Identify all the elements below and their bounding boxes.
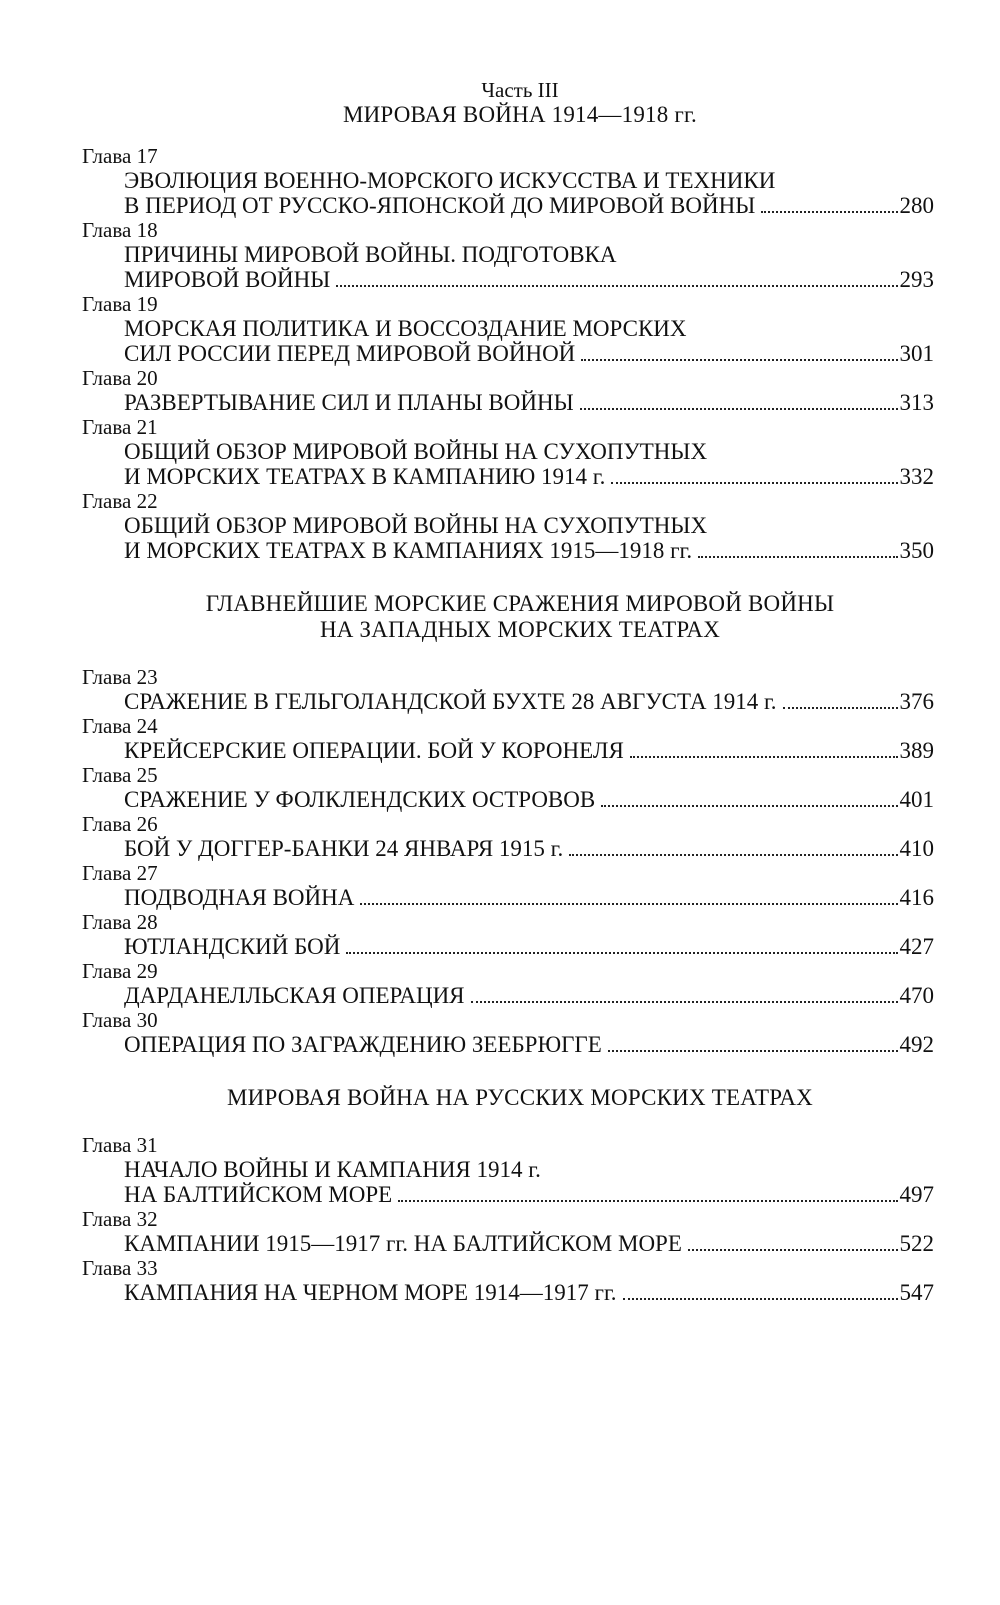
chapter-title-line: МОРСКАЯ ПОЛИТИКА И ВОССОЗДАНИЕ МОРСКИХ <box>124 316 687 341</box>
chapter-title <box>82 836 934 861</box>
chapter-title-line: И МОРСКИХ ТЕАТРАХ В КАМПАНИЯХ 1915—1918 гг. <box>124 538 693 563</box>
chapter-title <box>82 1157 934 1207</box>
chapter-number: Глава 23 <box>82 665 158 689</box>
page-number: 332 <box>899 464 934 489</box>
chapter-title-line: РАЗВЕРТЫВАНИЕ СИЛ И ПЛАНЫ ВОЙНЫ <box>124 390 574 415</box>
chapter-number: Глава 33 <box>82 1256 158 1280</box>
chapter-title-row <box>124 787 934 812</box>
chapter-entry[interactable] <box>82 1256 934 1305</box>
chapter-number: Глава 24 <box>82 714 158 738</box>
chapter-title-row <box>124 341 934 366</box>
chapter-title-row <box>124 1182 934 1207</box>
chapter-title-line: ЭВОЛЮЦИЯ ВОЕННО-МОРСКОГО ИСКУССТВА И ТЕХНИКИ <box>124 168 776 193</box>
page-number: 416 <box>899 885 934 910</box>
dot-leader <box>601 805 897 807</box>
chapter-entry[interactable] <box>82 714 934 763</box>
toc-section <box>82 1085 934 1305</box>
chapter-title-line: В ПЕРИОД ОТ РУССКО-ЯПОНСКОЙ ДО МИРОВОЙ ВОЙНЫ <box>124 193 756 218</box>
chapter-title <box>82 390 934 415</box>
chapter-title-row <box>124 1032 934 1057</box>
chapter-number: Глава 28 <box>82 910 158 934</box>
chapter-title <box>82 168 934 218</box>
chapter-title-row <box>124 1231 934 1256</box>
chapter-title-row <box>124 689 934 714</box>
chapter-title-line: НА БАЛТИЙСКОМ МОРЕ <box>124 1182 393 1207</box>
chapter-title-line: СИЛ РОССИИ ПЕРЕД МИРОВОЙ ВОЙНОЙ <box>124 341 576 366</box>
chapter-title-row <box>124 538 934 563</box>
chapter-title <box>82 738 934 763</box>
toc-section <box>82 144 934 563</box>
chapter-number: Глава 26 <box>82 812 158 836</box>
chapter-number: Глава 20 <box>82 366 158 390</box>
chapter-entry[interactable] <box>82 489 934 563</box>
chapter-entry[interactable] <box>82 1133 934 1207</box>
chapter-number: Глава 17 <box>82 144 158 168</box>
chapter-number: Глава 32 <box>82 1207 158 1231</box>
chapter-number: Глава 21 <box>82 415 158 439</box>
chapter-entry[interactable] <box>82 665 934 714</box>
chapter-title <box>82 1032 934 1057</box>
chapter-title-line: ОПЕРАЦИЯ ПО ЗАГРАЖДЕНИЮ ЗЕЕБРЮГГЕ <box>124 1032 602 1057</box>
chapter-entry[interactable] <box>82 959 934 1008</box>
dot-leader <box>608 1050 898 1052</box>
chapter-title-line: ЮТЛАНДСКИЙ БОЙ <box>124 934 341 959</box>
page-number: 301 <box>899 341 934 366</box>
dot-leader <box>336 285 897 287</box>
dot-leader <box>630 756 898 758</box>
page-number: 427 <box>899 934 934 959</box>
chapter-title-row <box>124 885 934 910</box>
chapter-title-line: СРАЖЕНИЕ У ФОЛКЛЕНДСКИХ ОСТРОВОВ <box>124 787 596 812</box>
page-number: 410 <box>899 836 934 861</box>
section-title <box>106 1085 934 1111</box>
table-of-contents <box>82 144 934 1305</box>
chapter-title-row <box>124 836 934 861</box>
part-label: Часть III <box>481 78 559 102</box>
chapter-entry[interactable] <box>82 218 934 292</box>
chapter-title-line: НАЧАЛО ВОЙНЫ И КАМПАНИЯ 1914 г. <box>124 1157 541 1182</box>
section-title-line: НА ЗАПАДНЫХ МОРСКИХ ТЕАТРАХ <box>319 617 721 642</box>
chapter-number: Глава 25 <box>82 763 158 787</box>
dot-leader <box>761 211 897 213</box>
chapter-entry[interactable] <box>82 910 934 959</box>
chapter-title <box>82 316 934 366</box>
toc-page <box>82 78 934 1305</box>
page-number: 522 <box>899 1231 934 1256</box>
dot-leader <box>611 482 897 484</box>
toc-section <box>82 591 934 1057</box>
chapter-title <box>82 1231 934 1256</box>
chapter-entry[interactable] <box>82 144 934 218</box>
chapter-title <box>82 513 934 563</box>
chapter-title-line: СРАЖЕНИЕ В ГЕЛЬГОЛАНДСКОЙ БУХТЕ 28 АВГУСТА 1914 г. <box>124 689 777 714</box>
chapter-number: Глава 18 <box>82 218 158 242</box>
chapter-title-row <box>124 738 934 763</box>
part-title: МИРОВАЯ ВОЙНА 1914—1918 гг. <box>342 102 698 127</box>
dot-leader <box>471 1001 898 1003</box>
chapter-number: Глава 27 <box>82 861 158 885</box>
chapter-entry[interactable] <box>82 415 934 489</box>
dot-leader <box>580 408 898 410</box>
chapter-title <box>82 689 934 714</box>
chapter-title-line: МИРОВОЙ ВОЙНЫ <box>124 267 331 292</box>
chapter-entry[interactable] <box>82 763 934 812</box>
page-number: 547 <box>899 1280 934 1305</box>
page-number: 350 <box>899 538 934 563</box>
page-number: 280 <box>899 193 934 218</box>
chapter-number: Глава 29 <box>82 959 158 983</box>
page-number: 293 <box>899 267 934 292</box>
dot-leader <box>581 359 897 361</box>
page-number: 470 <box>899 983 934 1008</box>
chapter-number: Глава 30 <box>82 1008 158 1032</box>
dot-leader <box>688 1249 898 1251</box>
dot-leader <box>360 903 897 905</box>
chapter-entry[interactable] <box>82 366 934 415</box>
chapter-title-line: БОЙ У ДОГГЕР-БАНКИ 24 ЯНВАРЯ 1915 г. <box>124 836 564 861</box>
chapter-title <box>82 885 934 910</box>
chapter-title <box>82 242 934 292</box>
dot-leader <box>398 1200 897 1202</box>
page-number: 401 <box>899 787 934 812</box>
dot-leader <box>346 952 897 954</box>
chapter-title-line: КРЕЙСЕРСКИЕ ОПЕРАЦИИ. БОЙ У КОРОНЕЛЯ <box>124 738 624 763</box>
chapter-title-line: КАМПАНИЯ НА ЧЕРНОМ МОРЕ 1914—1917 гг. <box>124 1280 617 1305</box>
dot-leader <box>698 556 897 558</box>
page-number: 376 <box>899 689 934 714</box>
chapter-number: Глава 19 <box>82 292 158 316</box>
chapter-number: Глава 31 <box>82 1133 158 1157</box>
chapter-title-line: ДАРДАНЕЛЛЬСКАЯ ОПЕРАЦИЯ <box>124 983 465 1008</box>
chapter-title <box>82 787 934 812</box>
page-number: 389 <box>899 738 934 763</box>
chapter-title-row <box>124 390 934 415</box>
chapter-title-row <box>124 267 934 292</box>
chapter-title-line: ОБЩИЙ ОБЗОР МИРОВОЙ ВОЙНЫ НА СУХОПУТНЫХ <box>124 513 708 538</box>
section-title <box>106 591 934 643</box>
chapter-entry[interactable] <box>82 861 934 910</box>
chapter-entry[interactable] <box>82 1008 934 1057</box>
chapter-title-line: КАМПАНИИ 1915—1917 гг. НА БАЛТИЙСКОМ МОРЕ <box>124 1231 682 1256</box>
section-title-line: ГЛАВНЕЙШИЕ МОРСКИЕ СРАЖЕНИЯ МИРОВОЙ ВОЙНЫ <box>205 591 835 616</box>
chapter-title <box>82 439 934 489</box>
chapter-title-row <box>124 464 934 489</box>
chapter-title-row <box>124 983 934 1008</box>
chapter-title-line: ПОДВОДНАЯ ВОЙНА <box>124 885 355 910</box>
chapter-entry[interactable] <box>82 812 934 861</box>
chapter-title-line: ПРИЧИНЫ МИРОВОЙ ВОЙНЫ. ПОДГОТОВКА <box>124 242 617 267</box>
chapter-entry[interactable] <box>82 292 934 366</box>
page-number: 497 <box>899 1182 934 1207</box>
chapter-title-line: И МОРСКИХ ТЕАТРАХ В КАМПАНИЮ 1914 г. <box>124 464 606 489</box>
chapter-title <box>82 934 934 959</box>
chapter-title-row <box>124 1280 934 1305</box>
chapter-title <box>82 983 934 1008</box>
chapter-entry[interactable] <box>82 1207 934 1256</box>
chapter-number: Глава 22 <box>82 489 158 513</box>
section-title-line: МИРОВАЯ ВОЙНА НА РУССКИХ МОРСКИХ ТЕАТРАХ <box>227 1085 813 1110</box>
dot-leader <box>569 854 897 856</box>
chapter-title-line: ОБЩИЙ ОБЗОР МИРОВОЙ ВОЙНЫ НА СУХОПУТНЫХ <box>124 439 708 464</box>
page-number: 313 <box>899 390 934 415</box>
chapter-title-row <box>124 934 934 959</box>
page-number: 492 <box>899 1032 934 1057</box>
chapter-title-row <box>124 193 934 218</box>
dot-leader <box>623 1298 898 1300</box>
dot-leader <box>783 707 898 709</box>
chapter-title <box>82 1280 934 1305</box>
